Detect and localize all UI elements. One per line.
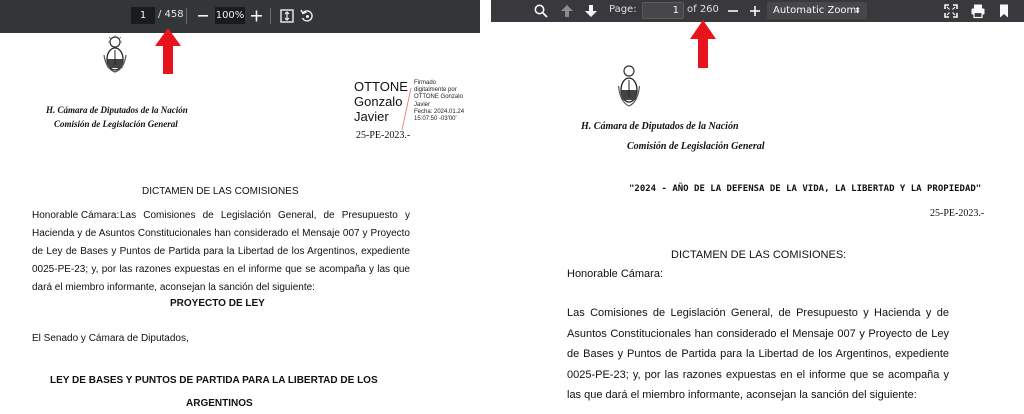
red-arrow-icon [155,28,181,74]
chamber-name: H. Cámara de Diputados de la Nación [46,105,188,115]
coat-of-arms-icon [102,35,128,73]
commission-name: Comisión de Legislación General [54,119,178,129]
plus-icon [251,6,262,26]
digital-signature-details: Firmado digitalmente por OTTONE Gonzalo Javier Fecha: 2024.01.24 15:07:50 -03'00' [414,80,465,123]
zoom-out-icon[interactable] [725,3,741,19]
rotate-icon[interactable] [299,8,315,24]
toolbar-divider [186,8,187,24]
commission-name: Comisión de Legislación General [627,141,765,152]
right-pdf-viewer [491,0,1024,414]
fullscreen-icon[interactable] [943,3,959,19]
chamber-name: H. Cámara de Diputados de la Nación [581,121,739,132]
zoom-in-icon[interactable] [747,3,763,19]
proyecto-heading: PROYECTO DE LEY [170,298,265,309]
document-reference: 25-PE-2023.- [356,130,411,141]
left-viewer-toolbar [0,0,480,33]
senado-line: El Senado y Cámara de Diputados, [32,333,189,344]
right-document-page [491,22,1024,414]
right-page-number-input[interactable] [642,2,684,19]
year-motto: "2024 - AÑO DE LA DEFENSA DE LA VIDA, LA LIBERTAD Y LA PROPIEDAD" [629,184,982,194]
law-title-continued: ARGENTINOS [186,398,253,409]
page-label: Page: [609,4,637,15]
right-viewer-toolbar [491,0,1024,22]
arrow-down-icon[interactable] [583,3,599,19]
toolbar-divider [270,8,271,24]
left-zoom-out-button[interactable] [194,6,212,26]
left-page-number-input[interactable] [131,7,155,24]
left-zoom-in-button[interactable] [247,6,265,26]
signature-stroke-icon [400,86,412,132]
minus-icon [198,6,208,26]
chevron-updown-icon: ⬍ [854,6,861,15]
bookmark-icon[interactable] [996,3,1012,19]
right-page-total: of 260 [687,4,719,15]
coat-of-arms-icon [617,64,641,108]
salutation: Honorable Cámara: [32,210,120,221]
left-zoom-level[interactable]: 100% [215,7,245,24]
arrow-up-icon[interactable] [559,3,575,19]
left-pdf-viewer [0,0,480,414]
red-arrow-icon [690,20,716,68]
dictamen-paragraph: Las Comisiones de Legislación General, de Presupuesto y Hacienda y de Asuntos Constitucionales han considerado el Mensaje 007 y Proyecto de Ley de Bases y Puntos de Partida para la Libertad de los Argentinos, expediente 0025-PE-23; y, por las razones expuestas en el informe que se acompaña y las que dará el miembro informante, aconsejan la sanción del siguiente: [567,307,949,401]
zoom-select[interactable]: Automatic Zoom ⬍ [767,2,867,19]
document-reference: 25-PE-2023.- [930,208,985,219]
digital-signature-name: OTTONE Gonzalo Javier [354,79,408,124]
print-icon[interactable] [970,3,986,19]
law-title: LEY DE BASES Y PUNTOS DE PARTIDA PARA LA LIBERTAD DE LOS [50,375,378,386]
fit-page-icon[interactable] [279,8,295,24]
salutation: Honorable Cámara: [567,268,663,280]
left-page-total: / 458 [158,9,184,20]
document-heading: DICTAMEN DE LAS COMISIONES [142,186,299,197]
search-icon[interactable] [533,3,549,19]
document-heading: DICTAMEN DE LAS COMISIONES: [671,249,847,261]
dictamen-paragraph: Las Comisiones de Legislación General, de Presupuesto y Hacienda y de Asuntos Constitucionales han considerado el Mensaje 007 y Proyecto de Ley de Bases y Puntos de Partida para la Libertad de los Argentinos, expediente 0025-PE-23; y, por las razones expuestas en el informe que se acompaña y las que dará el miembro informante, aconsejan la sanción del siguiente: [32,210,410,293]
